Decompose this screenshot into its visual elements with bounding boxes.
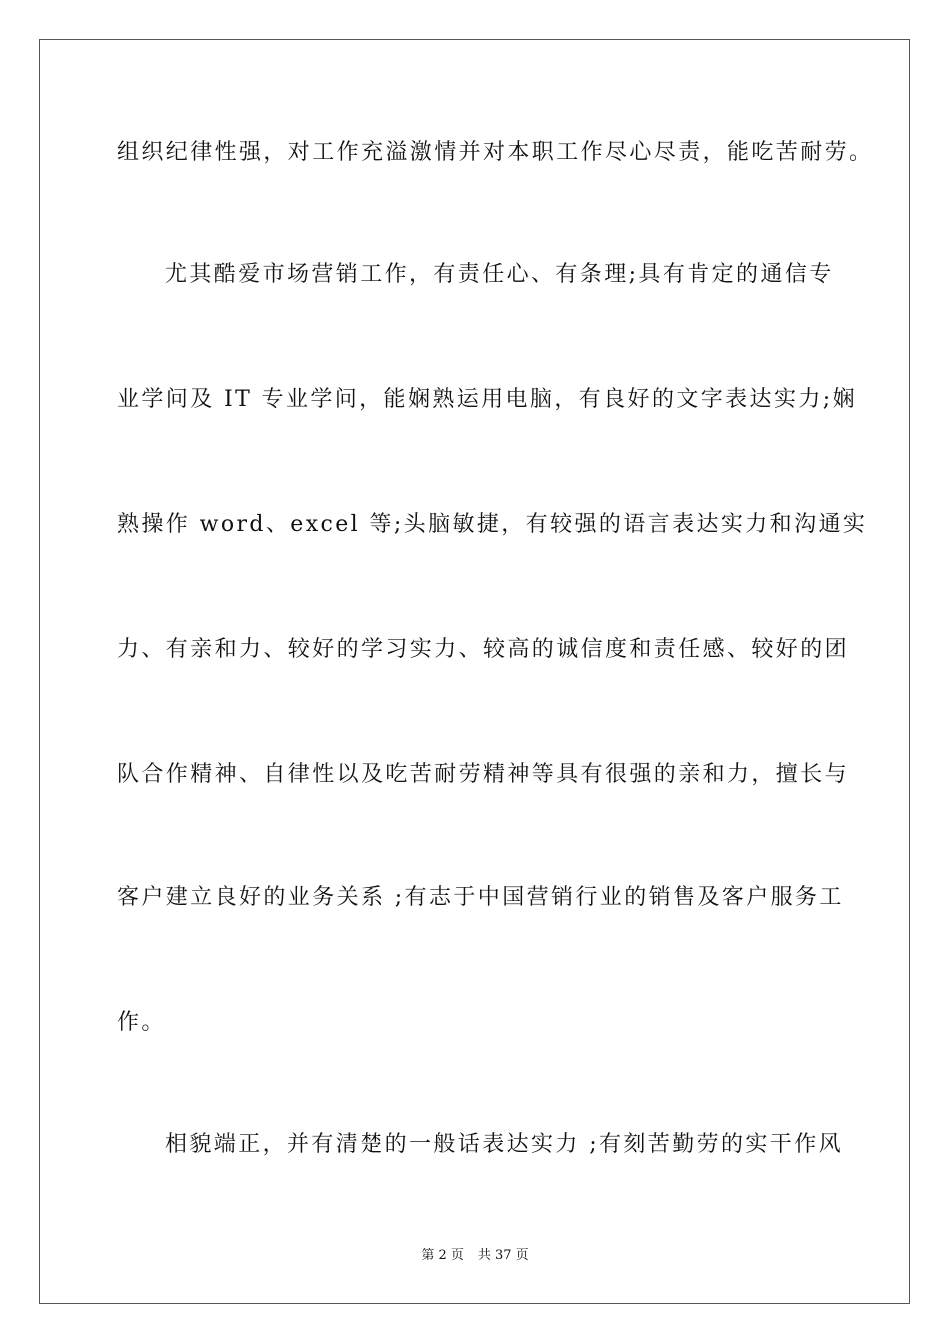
text-line-2: 尤其酷爱市场营销工作，有责任心、有条理;具有肯定的通信专 [165, 262, 834, 287]
text-line-8: 作。 [117, 1010, 166, 1035]
text-line-1: 组织纪律性强，对工作充溢激情并对本职工作尽心尽责，能吃苦耐劳。 [117, 140, 874, 165]
page-total: 共 37 页 [477, 1248, 529, 1263]
page-footer [0, 1247, 950, 1265]
text-line-9: 相貌端正，并有清楚的一般话表达实力 ;有刻苦勤劳的实干作风 [165, 1132, 844, 1157]
text-line-7: 客户建立良好的业务关系 ;有志于中国营销行业的销售及客户服务工 [117, 885, 844, 910]
text-line-4: 熟操作 word、excel 等;头脑敏捷，有较强的语言表达实力和沟通实 [117, 512, 868, 537]
page-number: 第 2 页 [421, 1248, 464, 1263]
text-line-6: 队合作精神、自律性以及吃苦耐劳精神等具有很强的亲和力，擅长与 [117, 762, 850, 787]
page-border [39, 39, 910, 1304]
text-line-5: 力、有亲和力、较好的学习实力、较高的诚信度和责任感、较好的团 [117, 637, 850, 662]
text-line-3: 业学问及 IT 专业学问，能娴熟运用电脑，有良好的文字表达实力;娴 [117, 387, 857, 412]
